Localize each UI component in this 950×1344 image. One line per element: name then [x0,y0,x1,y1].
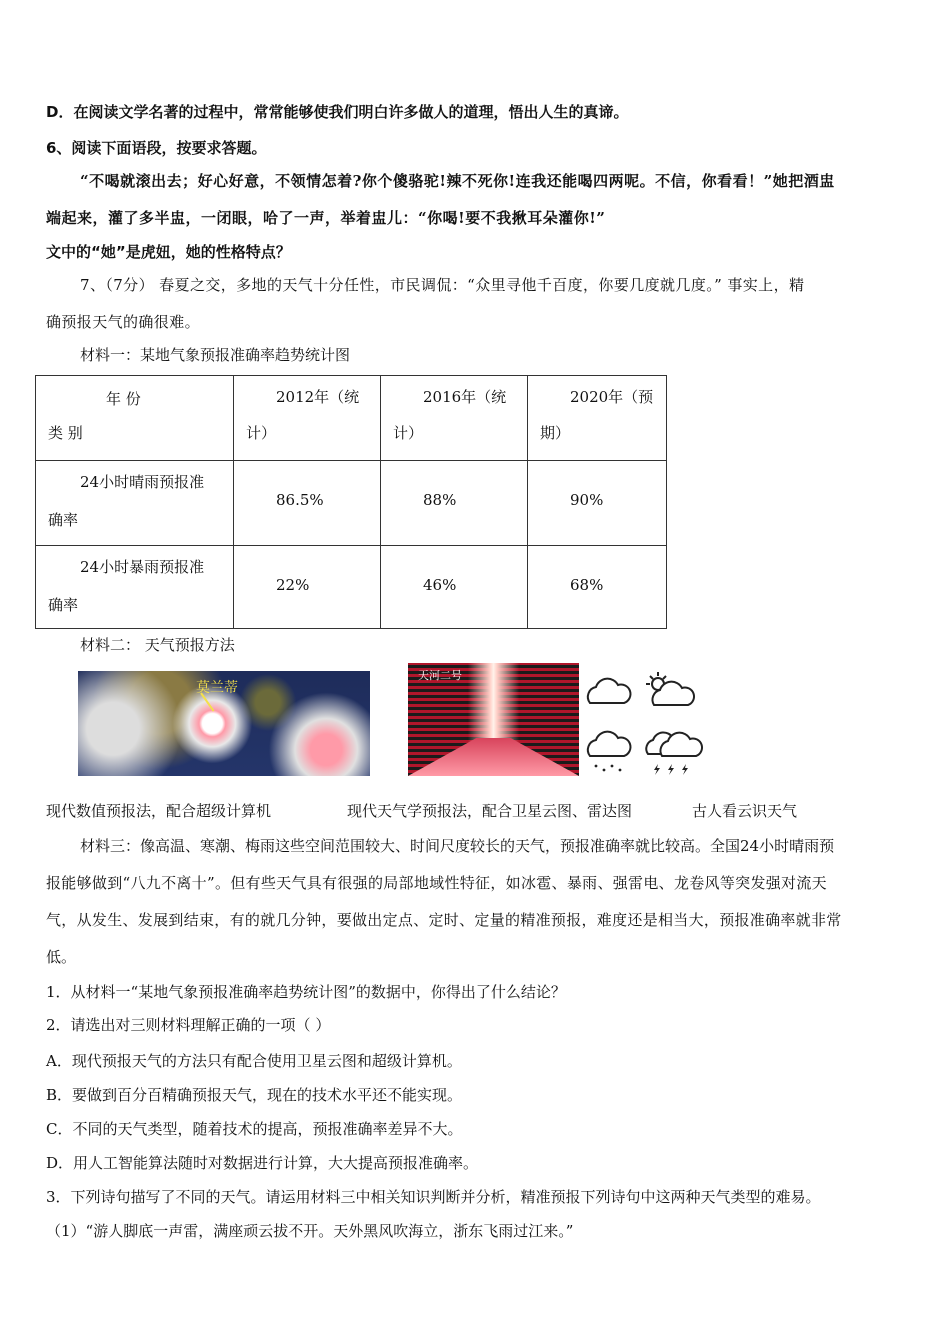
header-year-label: 年 份 [106,390,141,408]
table-row [36,461,667,546]
q7-intro-line2: 确预报天气的确很难。 [46,313,201,331]
q6-passage-line2: 端起来，灌了多半盅，一闭眼，哈了一声，举着盅儿：“你喝!要不我揪耳朵灌你!” [46,209,606,227]
supercomputer-sign: 天河二号 [418,669,462,682]
row2-value-2020: 68% [570,576,604,594]
col-2012-line1: 2012年（统 [276,388,360,406]
weather-icons [582,668,710,778]
poem-1: （1）“游人脚底一声雷，满座顽云拔不开。天外黑风吹海立，浙东飞雨过江来。” [46,1222,574,1240]
option-d: D．用人工智能算法随时对数据进行计算，大大提高预报准确率。 [46,1154,479,1172]
col-2020-line1: 2020年（预 [570,388,654,406]
table-header-cell [36,376,234,461]
row1-label-line1: 24小时晴雨预报准 [80,473,205,491]
typhoon-label: 莫兰蒂 [196,680,238,696]
row2-value-2012: 22% [276,576,310,594]
material3-line1: 材料三：像高温、寒潮、梅雨这些空间范围较大、时间尺度较长的天气，预报准确率就比较高。全国24小时晴雨预 [80,837,835,855]
thunderstorm-icon [646,732,702,756]
q6-passage-line1: “不喝就滚出去；好心好意，不领情怎着?你个傻骆驼!辣不死你!连我还能喝四两呢。不信，你看看！”她把酒盅 [80,172,835,190]
option-d-prev: D．在阅读文学名著的过程中，常常能够使我们明白许多做人的道理，悟出人生的真谛。 [46,103,629,121]
sub-question-1: 1．从材料一“某地气象预报准确率趋势统计图”的数据中，你得出了什么结论？ [46,983,566,1001]
corridor-floor [408,738,579,776]
row2-label-line1: 24小时暴雨预报准 [80,558,205,576]
option-a: A．现代预报天气的方法只有配合使用卫星云图和超级计算机。 [46,1052,462,1070]
material3-line2: 报能够做到“八九不离十”。但有些天气具有很强的局部地域性特征，如冰雹、暴雨、强雷电、龙卷风等突发强对流天 [46,874,827,892]
option-b: B．要做到百分百精确预报天气，现在的技术水平还不能实现。 [46,1086,463,1104]
header-category-label: 类 别 [48,424,83,442]
sun-cloud-icon [646,672,694,705]
material3-line4: 低。 [46,948,77,966]
row1-value-2020: 90% [570,491,604,509]
material2-title: 材料二： 天气预报方法 [80,636,235,654]
col-2016-line1: 2016年（统 [423,388,507,406]
col-2012-line2: 计） [246,424,277,442]
sub-question-2: 2．请选出对三则材料理解正确的一项（ ） [46,1016,331,1034]
caption-synoptic: 现代天气学预报法，配合卫星云图、雷达图 [347,802,633,820]
material3-line3: 气，从发生、发展到结束，有的就几分钟，要做出定点、定时、定量的精准预报，难度还是相当大，预报准确率就非常 [46,911,842,929]
snow-cloud-icon [588,732,631,756]
q7-intro-line1: 7、（7分） 春夏之交，多地的天气十分任性，市民调侃：“众里寻他千百度，你要几度就几度。” 事实上，精 [80,276,805,294]
sub-question-3: 3．下列诗句描写了不同的天气。请运用材料三中相关知识判断并分析，精准预报下列诗句中这两种天气类型的难易。 [46,1188,821,1206]
q6-title: 6、阅读下面语段，按要求答题。 [46,139,267,157]
material1-title: 材料一：某地气象预报准确率趋势统计图 [80,346,351,364]
table-row [36,546,667,629]
caption-ancient: 古人看云识天气 [692,802,798,820]
caption-numerical: 现代数值预报法，配合超级计算机 [46,802,272,820]
cloud-icon [588,679,631,703]
satellite-typhoon-image [78,671,370,776]
col-header-2012 [234,376,381,461]
row1-label-line2: 确率 [48,511,79,529]
supercomputer-image [408,663,579,776]
option-c: C．不同的天气类型，随着技术的提高，预报准确率差异不大。 [46,1120,463,1138]
col-2020-line2: 期） [540,424,571,442]
row1-value-2012: 86.5% [276,491,324,509]
forecast-accuracy-table [35,375,667,629]
q6-question: 文中的“她”是虎妞，她的性格特点？ [46,243,291,261]
col-2016-line2: 计） [393,424,424,442]
row2-value-2016: 46% [423,576,457,594]
col-header-2016 [381,376,528,461]
row2-label-line2: 确率 [48,596,79,614]
row1-value-2016: 88% [423,491,457,509]
col-header-2020 [528,376,667,461]
